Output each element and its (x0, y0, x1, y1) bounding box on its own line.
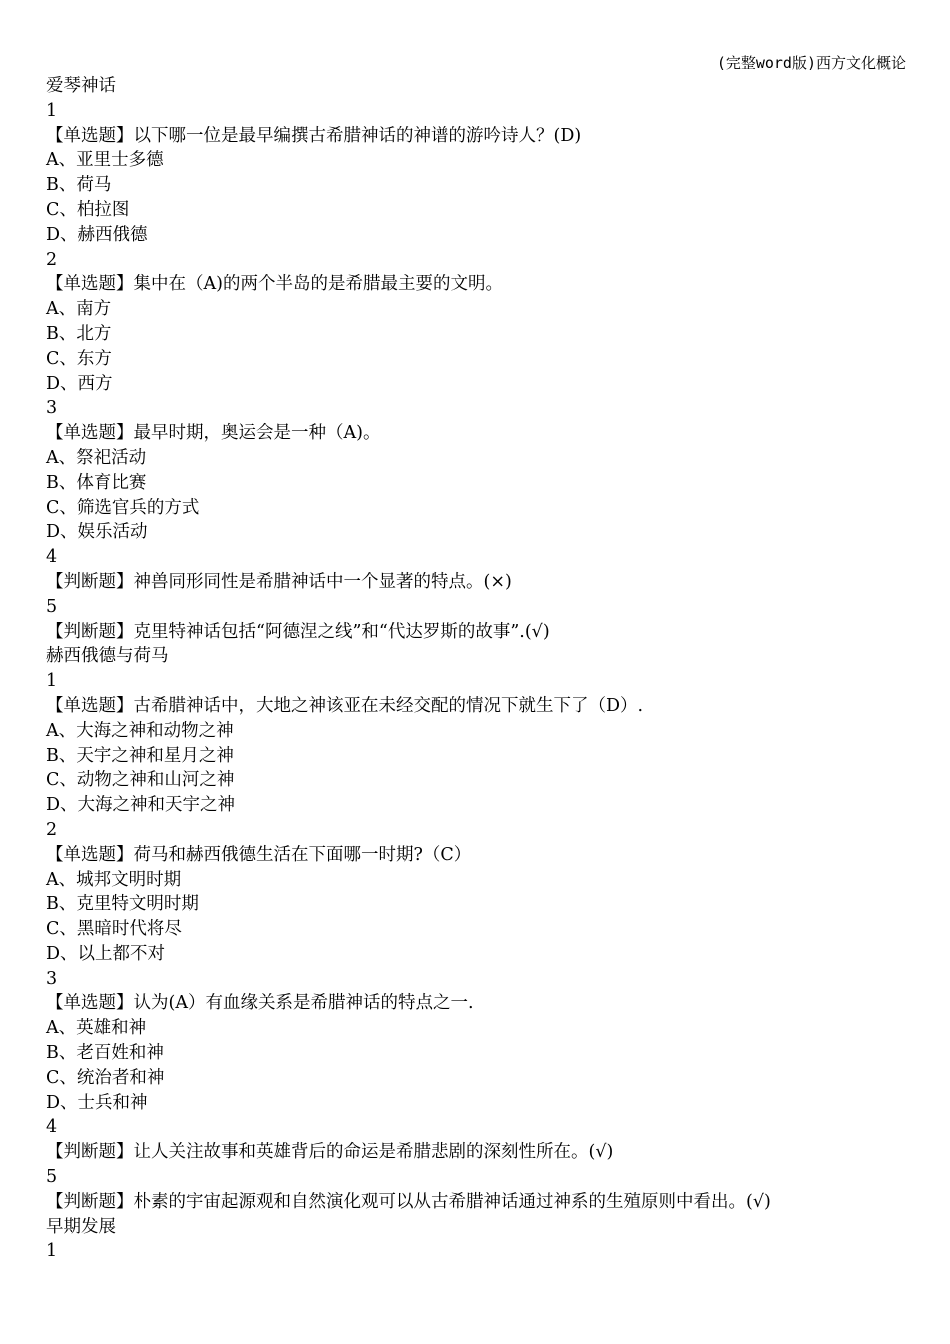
section-title: 爱琴神话 (46, 76, 116, 96)
answer-option: B、天宇之神和星月之神 (46, 745, 234, 766)
question-number: 4 (46, 547, 58, 568)
answer-option: D、以上都不对 (46, 943, 166, 964)
question-number: 2 (46, 249, 58, 270)
answer-option: C、动物之神和山河之神 (46, 770, 235, 791)
answer-option: A、祭祀活动 (46, 447, 147, 468)
question-text: 【判断题】神兽同形同性是希腊神话中一个显著的特点。(×) (46, 571, 512, 592)
question-text: 【单选题】集中在（A)的两个半岛的是希腊最主要的文明。 (46, 274, 503, 295)
question-text: 【单选题】荷马和赫西俄德生活在下面哪一时期?（C） (46, 844, 472, 865)
answer-option: C、黑暗时代将尽 (46, 919, 182, 940)
question-text: 【单选题】古希腊神话中，大地之神该亚在未经交配的情况下就生下了（D）. (46, 695, 644, 716)
answer-option: B、老百姓和神 (46, 1043, 164, 1064)
answer-option: D、西方 (46, 373, 113, 394)
answer-option: B、北方 (46, 323, 112, 344)
answer-option: D、士兵和神 (46, 1092, 148, 1113)
question-number: 3 (46, 968, 58, 989)
answer-option: A、英雄和神 (46, 1018, 147, 1039)
answer-option: C、筛选官兵的方式 (46, 497, 200, 518)
section-title: 赫西俄德与荷马 (46, 646, 169, 667)
question-number: 4 (46, 1117, 58, 1138)
answer-option: D、娱乐活动 (46, 522, 148, 543)
question-text: 【单选题】最早时期，奥运会是一种（A)。 (46, 423, 381, 444)
answer-option: B、克里特文明时期 (46, 894, 199, 915)
answer-option: C、东方 (46, 348, 112, 369)
answer-option: D、赫西俄德 (46, 224, 148, 245)
question-number: 5 (46, 596, 58, 617)
question-text: 【单选题】以下哪一位是最早编撰古希腊神话的神谱的游吟诗人？(D) (46, 125, 582, 146)
answer-option: A、城邦文明时期 (46, 869, 182, 890)
question-text: 【判断题】让人关注故事和英雄背后的命运是希腊悲剧的深刻性所在。(√) (46, 1142, 614, 1163)
question-number: 1 (46, 671, 58, 692)
answer-option: A、亚里士多德 (46, 150, 164, 171)
question-number: 3 (46, 398, 58, 419)
answer-option: C、柏拉图 (46, 199, 130, 220)
section-title: 早期发展 (46, 1216, 116, 1237)
question-number: 2 (46, 819, 58, 840)
answer-option: B、荷马 (46, 175, 112, 196)
question-text: 【判断题】克里特神话包括“阿德涅之线”和“代达罗斯的故事”.(√) (46, 621, 550, 642)
question-number: 5 (46, 1167, 58, 1188)
question-number: 1 (46, 1241, 58, 1262)
question-text: 【判断题】朴素的宇宙起源观和自然演化观可以从古希腊神话通过神系的生殖原则中看出。(√) (46, 1191, 771, 1212)
answer-option: B、体育比赛 (46, 472, 147, 493)
document-header: (完整word版)西方文化概论 (716, 54, 906, 72)
answer-option: A、南方 (46, 299, 112, 320)
question-number: 1 (46, 100, 58, 121)
answer-option: A、大海之神和动物之神 (46, 720, 234, 741)
question-text: 【单选题】认为(A）有血缘关系是希腊神话的特点之一. (46, 993, 474, 1014)
document-body (46, 74, 926, 1264)
answer-option: D、大海之神和天宇之神 (46, 795, 236, 816)
answer-option: C、统治者和神 (46, 1067, 165, 1088)
